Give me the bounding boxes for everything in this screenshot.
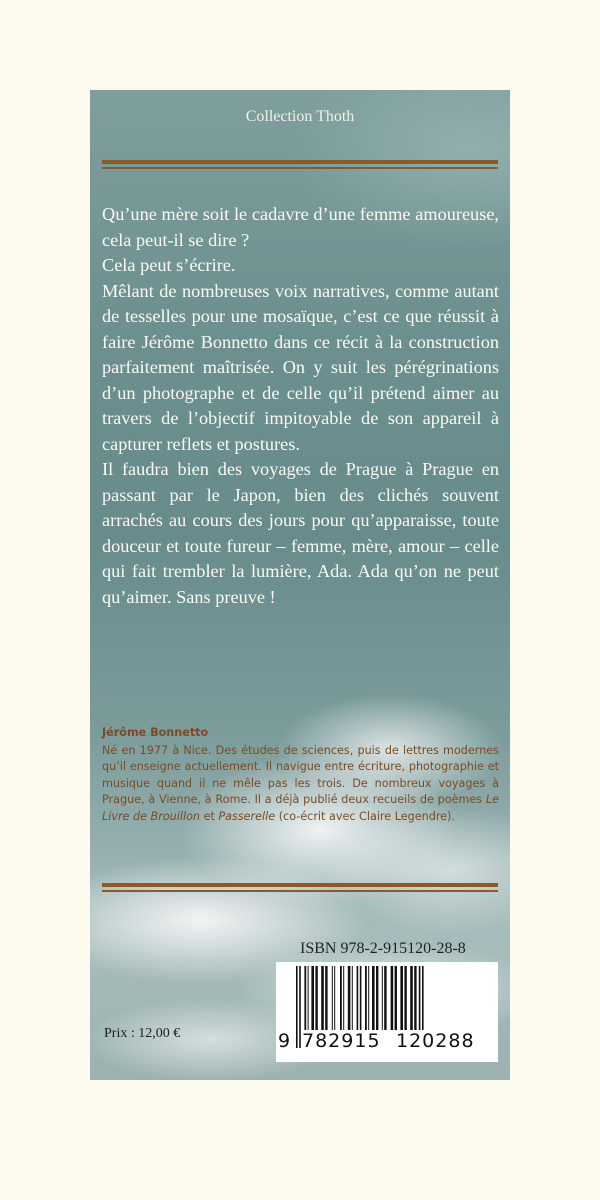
barcode-digits [276,1030,498,1058]
blurb-paragraph: Cela peut s’écrire. [102,255,236,275]
barcode-lead-digit: 9 [278,1030,291,1052]
barcode-bar [304,966,306,1030]
blurb-paragraph: Qu’une mère soit le cadavre d’une femme amoureuse, cela peut-il se dire ? [102,204,499,250]
author-section [102,725,499,825]
barcode-bar [376,966,378,1030]
barcode-group-left: 782915 [302,1030,381,1052]
top-divider [102,160,498,169]
barcode-bar [384,966,386,1030]
barcode-bar [321,966,324,1030]
barcode-bar [340,966,342,1030]
author-bio [102,743,499,826]
book-title: Le Livre de Brouillon [102,793,499,823]
bottom-divider [102,883,498,892]
barcode-bar [308,966,309,1030]
barcode-bar [325,966,327,1030]
book-title: Passerelle [218,809,276,823]
barcode-bar [400,966,403,1030]
isbn-number: ISBN 978-2-915120-28-8 [300,940,466,957]
barcode [276,962,498,1062]
barcode-bar [334,966,335,1030]
author-bio-text: Né en 1977 à Nice. Des études de sciences, puis de lettres modernes qu’il enseigne actuellement. Il navigue entre écriture, photographie et musique quand il ne mêle pas les trois. De nombreux voyages à Prague, à Vienne, à Rome. Il a déjà publié deux recueils de poèmes [102,743,499,806]
barcode-bar [368,966,369,1030]
back-cover [90,90,510,1080]
barcode-bar [372,966,375,1030]
barcode-bar [382,966,383,1030]
author-bio-text: et [200,809,219,823]
barcode-bar [365,966,367,1030]
barcode-bar [410,966,413,1030]
barcode-bar [315,966,317,1030]
barcode-bar [348,966,351,1030]
author-name: Jérôme Bonnetto [102,726,209,739]
price: Prix : 12,00 € [104,1026,181,1041]
barcode-bar [404,966,406,1030]
author-bio-text: (co-écrit avec Claire Legendre). [275,809,455,823]
barcode-bar [395,966,397,1030]
blurb-paragraph: Mêlant de nombreuses voix narratives, comme autant de tesselles pour une mosaïque, c’est ce que réussit à faire Jérôme Bonnetto dans ce récit à la construction parfaitement maîtrisée. On y suit les pérégrinations d’un photographe et de celle qu’il prétend aimer au travers de l’objectif impitoyable de son appareil à capturer reflets et postures. [102,280,499,454]
barcode-group-right: 120288 [396,1030,475,1052]
barcode-bar [332,966,333,1030]
blurb-text [102,202,499,610]
barcode-bar [391,966,394,1030]
collection-name: Collection Thoth [245,108,355,125]
barcode-bar [352,966,353,1030]
barcode-bar [414,966,416,1030]
blurb-paragraph: Il faudra bien des voyages de Prague à Prague en passant par le Japon, bien des clichés souvent arrachés au cours des jours pour qu’apparaisse, toute douceur et toute fureur – femme, mère, amour – celle qui fait trembler la lumière, Ada. Ada qu’on ne peut qu’aimer. Sans preuve ! [102,459,499,607]
barcode-bar [311,966,314,1030]
barcode-bar [343,966,344,1030]
